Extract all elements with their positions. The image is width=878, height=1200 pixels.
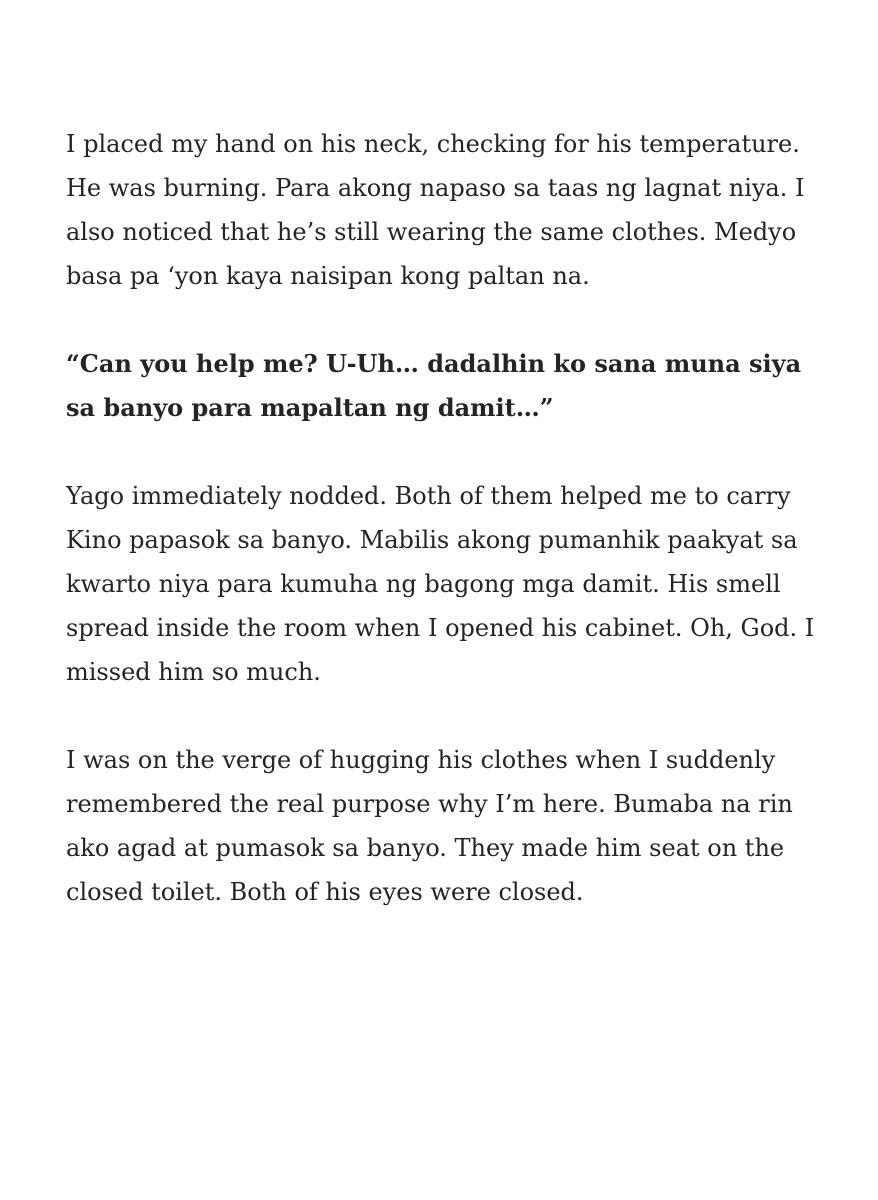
paragraph-1: I placed my hand on his neck, checking for his temperature. He was burning. Para akong napaso sa taas ng lagnat niya. I also noticed that he’s still wearing the same clothes. Medyo basa pa ‘yon kaya naisipan kong paltan na. bbox=[66, 130, 805, 290]
paragraph-4: I was on the verge of hugging his clothes when I suddenly remembered the real purpose why I’m here. Bumaba na rin ako agad at pumasok sa banyo. They made him seat on the closed toilet. Both of his eyes were closed. bbox=[66, 746, 793, 906]
paragraph-3: Yago immediately nodded. Both of them helped me to carry Kino papasok sa banyo. Mabilis akong pumanhik paakyat sa kwarto niya para kumuha ng bagong mga damit. His smell spread inside the room when I opened his cabinet. Oh, God. I missed him so much. bbox=[66, 482, 815, 686]
dialogue-paragraph: “Can you help me? U-Uh… dadalhin ko sana muna siya sa banyo para mapaltan ng damit…” bbox=[66, 349, 802, 422]
story-text bbox=[66, 122, 826, 958]
